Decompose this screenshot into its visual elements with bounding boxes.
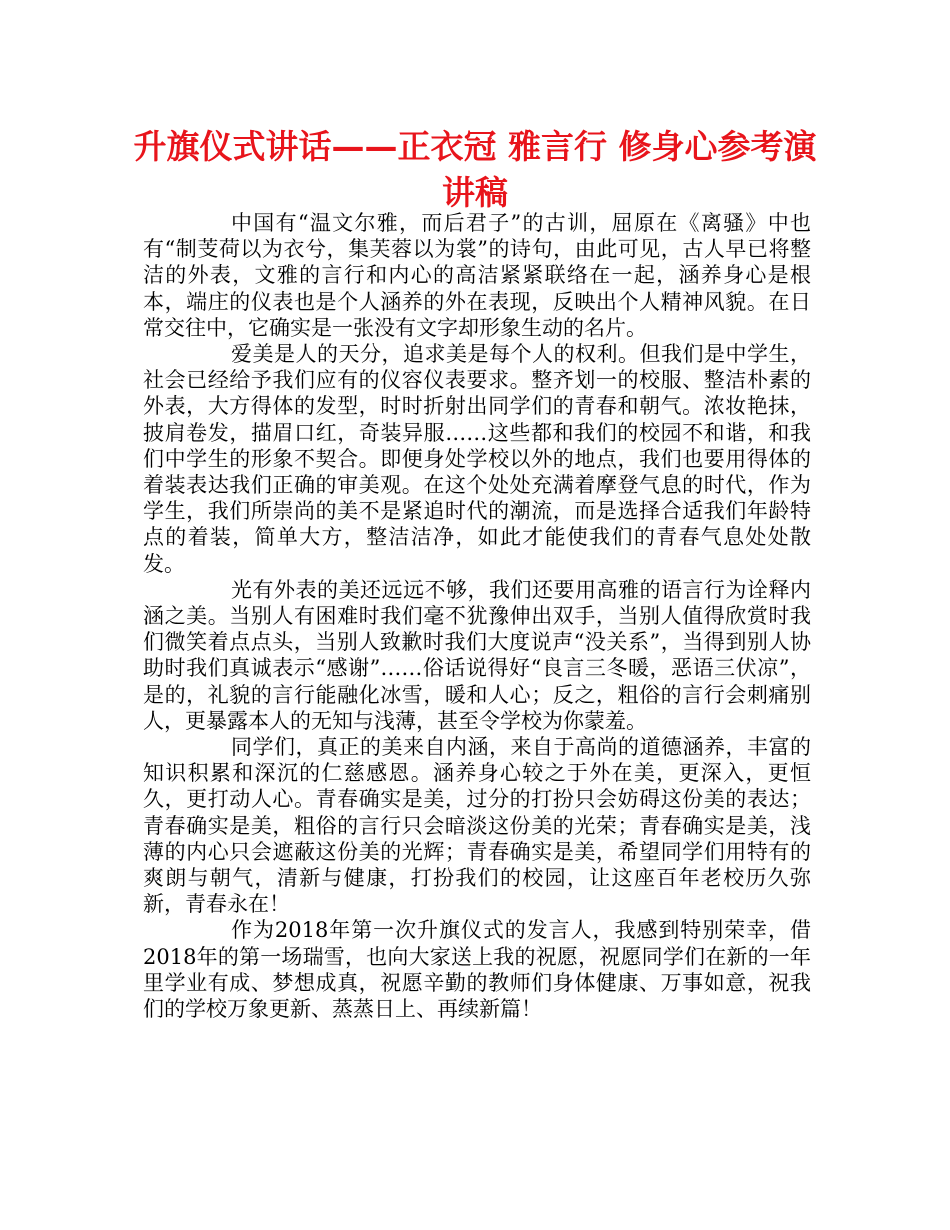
paragraph-4: 同学们，真正的美来自内涵，来自于高尚的道德涵养，丰富的知识积累和深沉的仁慈感恩。涵养身心较之于外在美，更深入，更恒久，更打动人心。青春确实是美，过分的打扮只会妨碍这份美的表达；青春确实是美，粗俗的言行只会暗淡这份美的光荣；青春确实是美，浅薄的内心只会遮蔽这份美的光辉；青春确实是美，希望同学们用特有的爽朗与朝气，清新与健康，打扮我们的校园，让这座百年老校历久弥新，青春永在！ (143, 735, 811, 917)
paragraph-5: 作为2018年第一次升旗仪式的发言人，我感到特别荣幸，借2018年的第一场瑞雪，也向大家送上我的祝愿，祝愿同学们在新的一年里学业有成、梦想成真，祝愿辛勤的教师们身体健康、万事如意，祝我们的学校万象更新、蒸蒸日上、再续新篇！ (143, 918, 811, 1022)
document-body (143, 210, 811, 1022)
paragraph-1: 中国有“温文尔雅，而后君子”的古训，屈原在《离骚》中也有“制芰荷以为衣兮，集芙蓉以为裳”的诗句，由此可见，古人早已将整洁的外表，文雅的言行和内心的高洁紧紧联络在一起，涵养身心是根本，端庄的仪表也是个人涵养的外在表现，反映出个人精神风貌。在日常交往中，它确实是一张没有文字却形象生动的名片。 (143, 211, 811, 340)
document-title: 升旗仪式讲话——正衣冠 雅言行 修身心参考演讲稿 (133, 127, 817, 212)
paragraph-2: 爱美是人的天分，追求美是每个人的权利。但我们是中学生，社会已经给予我们应有的仪容仪表要求。整齐划一的校服、整洁朴素的外表，大方得体的发型，时时折射出同学们的青春和朝气。浓妆艳抹，披肩卷发，描眉口红，奇装异服……这些都和我们的校园不和谐，和我们中学生的形象不契合。即便身处学校以外的地点，我们也要用得体的着装表达我们正确的审美观。在这个处处充满着摩登气息的时代，作为学生，我们所崇尚的美不是紧追时代的潮流，而是选择合适我们年龄特点的着装，简单大方，整洁洁净，如此才能使我们的青春气息处处散发。 (143, 342, 811, 576)
paragraph-3: 光有外表的美还远远不够，我们还要用高雅的语言行为诠释内涵之美。当别人有困难时我们毫不犹豫伸出双手，当别人值得欣赏时我们微笑着点点头，当别人致歉时我们大度说声“没关系”，当得到别人协助时我们真诚表示“感谢”……俗话说得好“良言三冬暖，恶语三伏凉”，是的，礼貌的言行能融化冰雪，暖和人心；反之，粗俗的言行会刺痛别人，更暴露本人的无知与浅薄，甚至令学校为你蒙羞。 (143, 577, 811, 733)
